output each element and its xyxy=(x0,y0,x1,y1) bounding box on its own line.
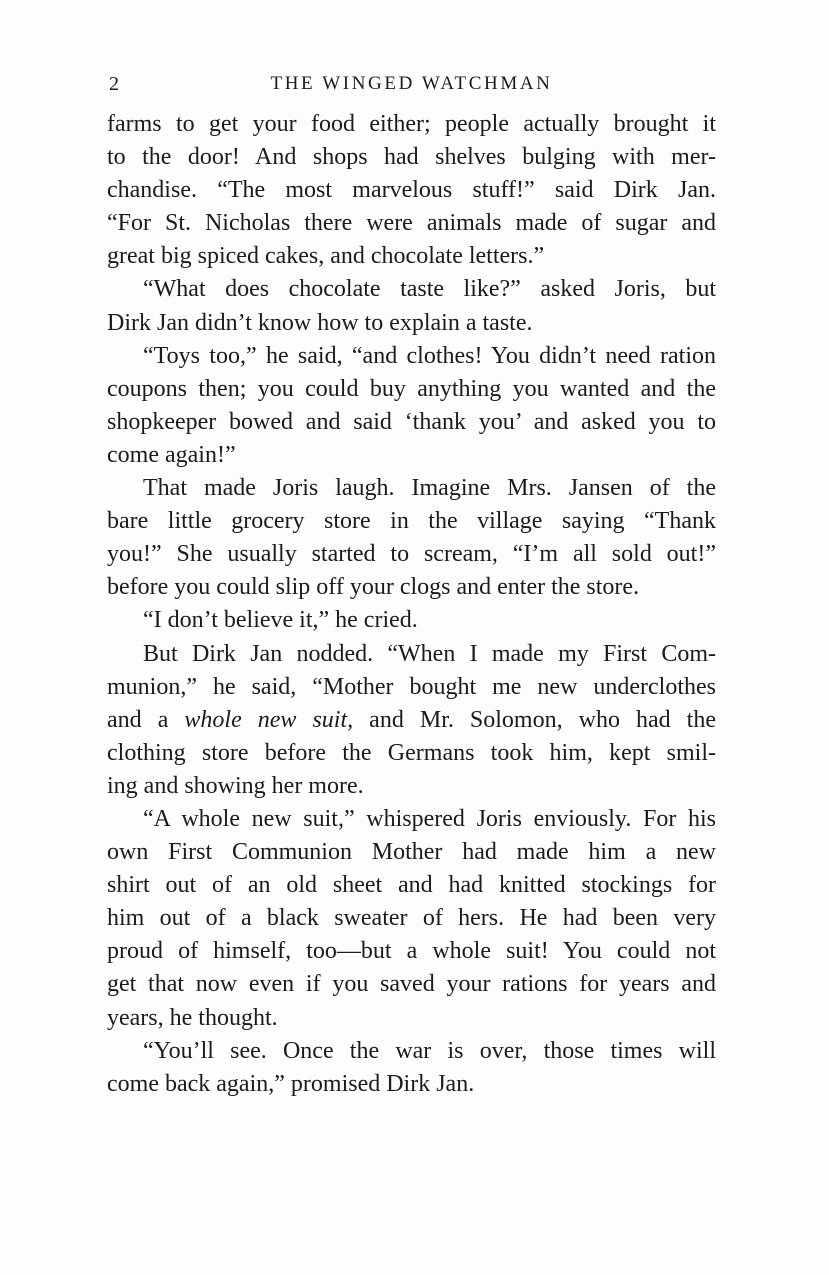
text-line-content: him out of a black sweater of hers. He had been very xyxy=(107,905,716,932)
text-line xyxy=(107,240,716,273)
text-line-content: own First Communion Mother had made him a new xyxy=(107,839,716,866)
text-line-content: Dirk Jan didn’t know how to explain a taste. xyxy=(107,309,533,336)
text-line xyxy=(107,770,716,803)
text-line-content: “I don’t believe it,” he cried. xyxy=(143,607,418,634)
text-line-content: shopkeeper bowed and said ‘thank you’ and asked you to xyxy=(107,408,716,435)
text-line-content: munion,” he said, “Mother bought me new underclothes xyxy=(107,673,716,700)
text-line xyxy=(107,704,716,737)
text-line-content: coupons then; you could buy anything you wanted and the xyxy=(107,375,716,402)
text-line xyxy=(107,505,716,538)
text-line xyxy=(107,638,716,671)
running-head: THE WINGED WATCHMAN xyxy=(270,73,553,94)
text-line xyxy=(107,869,716,902)
text-line xyxy=(107,141,716,174)
text-line xyxy=(107,803,716,836)
text-line-content: you!” She usually started to scream, “I’m all sold out!” xyxy=(107,541,716,568)
text-line-content: But Dirk Jan nodded. “When I made my First Com- xyxy=(143,640,716,667)
paragraph xyxy=(107,1035,716,1101)
paragraph xyxy=(107,803,716,1035)
text-line xyxy=(107,737,716,770)
text-line xyxy=(107,571,716,604)
text-line-content: come again!” xyxy=(107,441,236,468)
paragraph xyxy=(107,472,716,604)
text-line xyxy=(107,439,716,472)
text-line-content: before you could slip off your clogs and enter the store. xyxy=(107,574,640,601)
text-line xyxy=(107,1002,716,1035)
text-line-content: bare little grocery store in the village saying “Thank xyxy=(107,508,716,535)
text-line-content: shirt out of an old sheet and had knitted stockings for xyxy=(107,872,716,899)
text-line-content: years, he thought. xyxy=(107,1004,278,1031)
text-line xyxy=(107,406,716,439)
page-body xyxy=(107,108,716,1101)
text-line xyxy=(107,935,716,968)
text-line-content: to the door! And shops had shelves bulging with mer- xyxy=(107,144,716,171)
text-line xyxy=(107,207,716,240)
text-line xyxy=(107,273,716,306)
text-line xyxy=(107,604,716,637)
text-line-content: “A whole new suit,” whispered Joris enviously. For his xyxy=(143,805,716,832)
text-line-content: clothing store before the Germans took him, kept smil- xyxy=(107,739,716,766)
text-line-content: “Toys too,” he said, “and clothes! You didn’t need ration xyxy=(143,342,716,369)
text-line-content: farms to get your food either; people actually brought it xyxy=(107,111,716,137)
paragraph xyxy=(107,273,716,339)
text-line xyxy=(107,472,716,505)
text-line xyxy=(107,538,716,571)
paragraph xyxy=(107,340,716,472)
text-line xyxy=(107,174,716,207)
text-line-content: proud of himself, too—but a whole suit! You could not xyxy=(107,938,716,965)
text-line-content: chandise. “The most marvelous stuff!” said Dirk Jan. xyxy=(107,177,716,204)
text-line xyxy=(107,307,716,340)
text-line-content: “What does chocolate taste like?” asked Joris, but xyxy=(143,276,716,303)
page-number: 2 xyxy=(109,73,119,95)
text-line xyxy=(107,671,716,704)
paragraph xyxy=(107,108,716,273)
text-line-content: “You’ll see. Once the war is over, those times will xyxy=(143,1037,716,1064)
text-line xyxy=(107,1035,716,1068)
text-line xyxy=(107,340,716,373)
text-line xyxy=(107,902,716,935)
text-line-content: come back again,” promised Dirk Jan. xyxy=(107,1070,475,1097)
text-line-content: ing and showing her more. xyxy=(107,772,364,799)
text-line xyxy=(107,108,716,141)
text-line xyxy=(107,836,716,869)
text-line-content: great big spiced cakes, and chocolate letters.” xyxy=(107,243,545,270)
text-line-content: “For St. Nicholas there were animals made of sugar and xyxy=(107,210,716,237)
text-line xyxy=(107,1068,716,1101)
text-line xyxy=(107,968,716,1001)
text-line-content: and a whole new suit, and Mr. Solomon, who had the xyxy=(107,706,717,733)
text-line xyxy=(107,373,716,406)
paragraph xyxy=(107,604,716,637)
text-line-content: get that now even if you saved your rations for years and xyxy=(107,971,716,998)
page-header xyxy=(107,72,716,98)
text-line-content: That made Joris laugh. Imagine Mrs. Jansen of the xyxy=(143,475,716,502)
paragraph xyxy=(107,638,716,803)
